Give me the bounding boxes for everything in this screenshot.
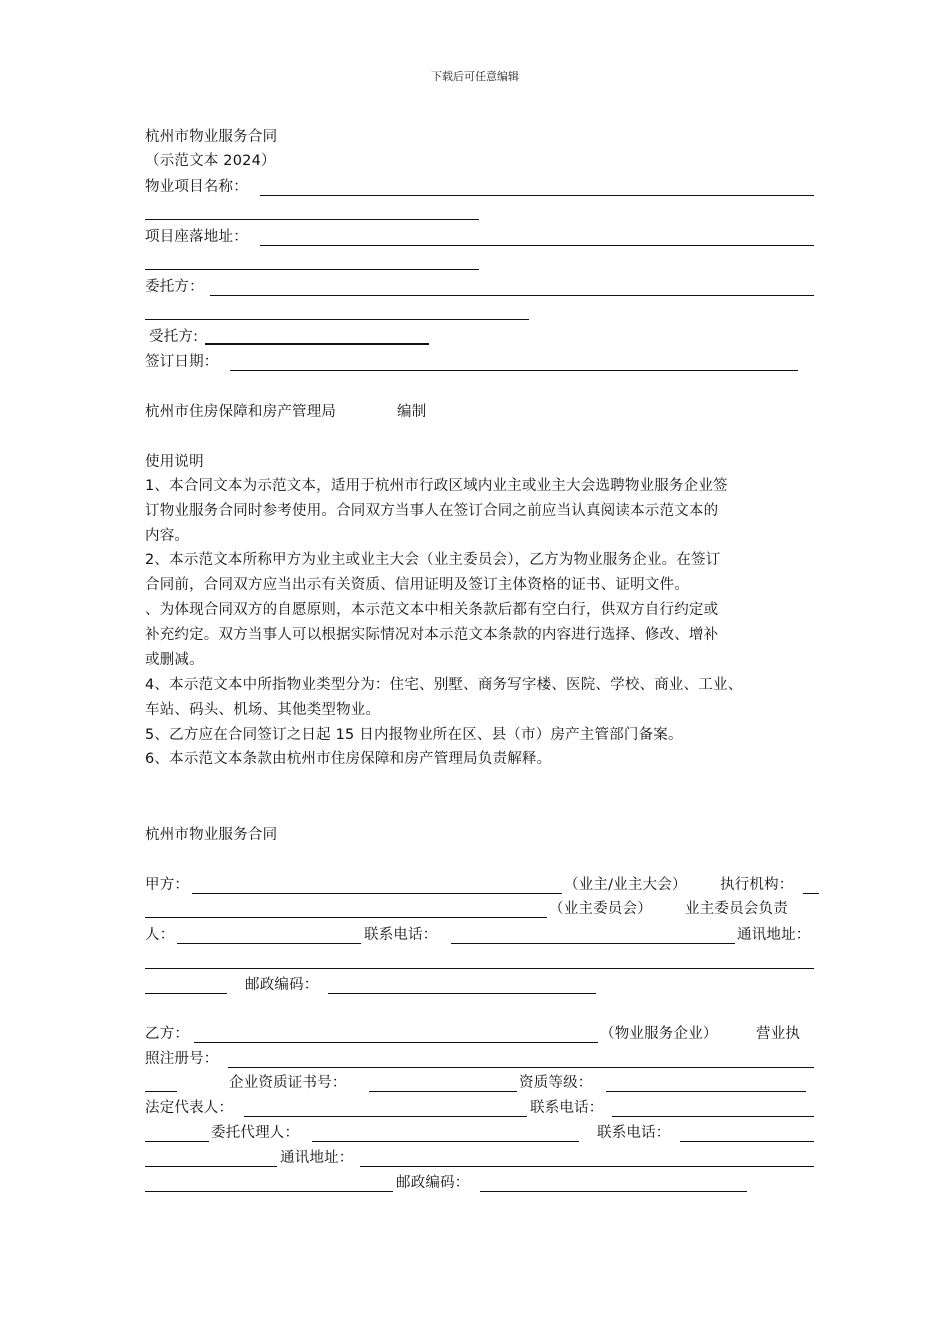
instruction-line: 、为体现合同双方的自愿原则，本示范文本中相关条款后都有空白行，供双方自行约定或 [145, 602, 719, 618]
sign-date-field[interactable] [230, 370, 798, 371]
instruction-line: 1、本合同文本为示范文本，适用于杭州市行政区域内业主或业主大会选聘物业服务企业签 [145, 478, 728, 494]
qualification-cert-label: 企业资质证书号： [229, 1075, 347, 1091]
party-a-phone-label: 联系电话： [364, 927, 438, 943]
instruction-line: 或删减。 [145, 652, 204, 668]
license-label-cont: 照注册号： [145, 1051, 219, 1067]
instruction-line: 车站、码头、机场、其他类型物业。 [145, 702, 381, 718]
instruction-line: 4、本示范文本中所指物业类型分为：住宅、别墅、商务写字楼、医院、学校、商业、工业、 [145, 677, 743, 693]
legal-rep-field[interactable] [244, 1116, 527, 1117]
principal-field-cont[interactable] [145, 319, 529, 320]
party-b-agent-label: 委托代理人： [211, 1125, 300, 1141]
instruction-line: 6、本示范文本条款由杭州市住房保障和房产管理局负责解释。 [145, 751, 552, 767]
exec-org-label: 执行机构： [720, 877, 794, 893]
cover-title: 杭州市物业服务合同 [145, 129, 278, 145]
exec-org-field[interactable] [803, 893, 819, 894]
party-a-address-field[interactable] [145, 968, 814, 969]
party-b-postcode-label: 邮政编码： [396, 1175, 470, 1191]
party-a-label: 甲方： [145, 877, 190, 893]
legal-rep-label: 法定代表人： [145, 1100, 234, 1116]
party-b-agent-phone-label: 联系电话： [597, 1125, 671, 1141]
party-b-address-label: 通讯地址： [280, 1150, 354, 1166]
qualification-cert-field[interactable] [369, 1091, 517, 1092]
cover-subtitle: （示范文本 2024） [145, 153, 276, 169]
party-b-agent-field[interactable] [312, 1141, 579, 1142]
party-b-field[interactable] [194, 1042, 598, 1043]
instruction-line: 订物业服务合同时参考使用。合同双方当事人在签订合同之前应当认真阅读本示范文本的 [145, 503, 719, 519]
agent-label: 受托方: [149, 329, 199, 345]
project-address-field-cont[interactable] [145, 269, 479, 270]
party-b-company-note: （物业服务企业） [600, 1026, 718, 1042]
license-label: 营业执 [756, 1026, 801, 1042]
license-field-cont[interactable] [145, 1091, 177, 1092]
instruction-line: 合同前，合同双方应当出示有关资质、信用证明及签订主体资格的证书、证明文件。 [145, 577, 689, 593]
party-a-address-field-cont[interactable] [145, 993, 227, 994]
issuer: 杭州市住房保障和房产管理局 [145, 404, 337, 420]
instruction-line: 2、本示范文本所称甲方为业主或业主大会（业主委员会），乙方为物业服务企业。在签订 [145, 552, 721, 568]
project-name-field-cont[interactable] [145, 219, 479, 220]
party-a-address-label: 通讯地址： [737, 927, 811, 943]
party-a-owner-note: （业主/业主大会） [564, 877, 687, 893]
instruction-line: 补充约定。双方当事人可以根据实际情况对本示范文本条款的内容进行选择、修改、增补 [145, 627, 719, 643]
party-b-label: 乙方： [145, 1026, 190, 1042]
project-address-label: 项目座落地址： [145, 229, 248, 245]
party-b-postcode-field[interactable] [480, 1191, 747, 1192]
instruction-line: 内容。 [145, 528, 190, 544]
qualification-level-label: 资质等级： [519, 1075, 593, 1091]
party-a-postcode-field[interactable] [328, 993, 596, 994]
sign-date-label: 签订日期： [145, 354, 219, 370]
party-b-agent-phone-field-cont[interactable] [145, 1166, 277, 1167]
project-name-label: 物业项目名称： [145, 179, 248, 195]
party-b-phone-field-cont[interactable] [145, 1141, 209, 1142]
party-a-field[interactable] [192, 893, 562, 894]
project-address-field[interactable] [260, 245, 814, 246]
committee-head-label: 业主委员会负责 [685, 901, 788, 917]
party-a-phone-field[interactable] [451, 943, 735, 944]
principal-field[interactable] [210, 295, 814, 296]
project-name-field[interactable] [260, 195, 814, 196]
qualification-level-field[interactable] [606, 1091, 806, 1092]
party-b-address-field[interactable] [360, 1166, 814, 1167]
issuer-action: 编制 [397, 404, 427, 420]
agent-field[interactable] [205, 343, 429, 345]
license-field[interactable] [228, 1067, 814, 1068]
exec-org-field-cont[interactable] [145, 917, 547, 918]
page-header: 下载后可任意编辑 [431, 70, 519, 83]
party-b-address-field-cont[interactable] [145, 1191, 393, 1192]
contract-title: 杭州市物业服务合同 [145, 827, 278, 843]
committee-head-field[interactable] [177, 943, 361, 944]
party-b-agent-phone-field[interactable] [680, 1141, 814, 1142]
instructions-heading: 使用说明 [145, 454, 204, 470]
committee-head-label-cont: 人： [145, 927, 175, 943]
principal-label: 委托方： [145, 279, 204, 295]
party-b-phone-field[interactable] [612, 1116, 814, 1117]
committee-note: （业主委员会） [549, 901, 652, 917]
instruction-line: 5、乙方应在合同签订之日起 15 日内报物业所在区、县（市）房产主管部门备案。 [145, 727, 683, 743]
party-b-phone-label: 联系电话： [530, 1100, 604, 1116]
party-a-postcode-label: 邮政编码： [245, 977, 319, 993]
